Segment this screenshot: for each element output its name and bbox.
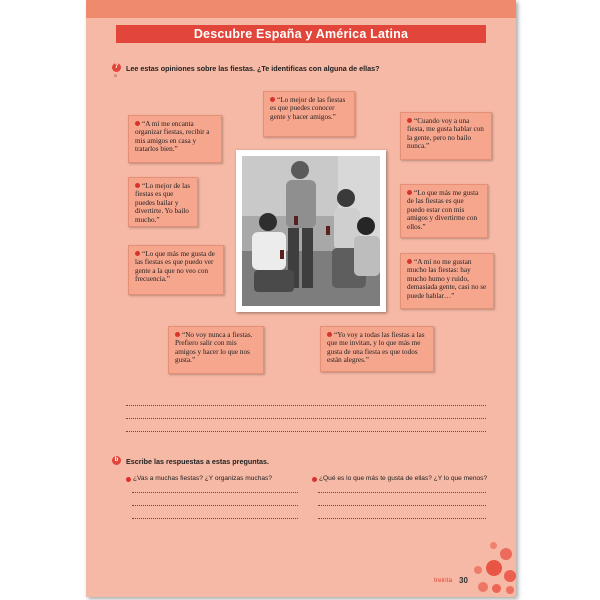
opinion-card [128,115,222,163]
opinion-card [128,245,224,295]
bullet-icon [407,190,412,195]
exercise-sub-marker-b: b [112,456,121,465]
opinion-text: “A mí no me gustan mucho las fiestas: hay mucho humo y ruido, demasiada gente, casi no se puede hablar…” [407,258,487,300]
answer-line[interactable] [318,518,486,519]
opinion-card [400,112,492,160]
bullet-icon [270,97,275,102]
answer-line[interactable] [126,418,486,419]
opinion-card [168,326,264,374]
party-photo-frame [236,150,386,312]
answer-line[interactable] [318,505,486,506]
people-at-party-illustration [242,156,380,306]
bullet-icon [407,118,412,123]
answer-line[interactable] [318,492,486,493]
bullet-icon [126,477,131,482]
bullet-icon [407,259,412,264]
opinion-card [128,177,198,227]
opinion-card [400,184,488,238]
answer-line[interactable] [132,505,298,506]
answer-line[interactable] [126,431,486,432]
bullet-icon [135,121,140,126]
answer-line[interactable] [132,492,298,493]
page-title: Descubre España y América Latina [116,25,486,43]
page-number: 30 [459,576,468,585]
instruction-b: Escribe las respuestas a estas preguntas. [126,457,270,466]
answer-line[interactable] [132,518,298,519]
opinion-text: “A mí me encanta organizar fiestas, recibir a mis amigos en casa y tratarlos bien.” [135,120,210,154]
bullet-icon [175,332,180,337]
exercise-number: 7 [112,63,121,72]
bullet-icon [327,332,332,337]
party-photo [242,156,380,306]
opinion-card [400,253,494,309]
opinion-text: “Lo mejor de las fiestas es que puedes bailar y divertirte. Yo bailo mucho.” [135,182,191,224]
bullet-icon [312,477,317,482]
question-2: ¿Qué es lo que más te gusta de ellas? ¿Y lo que menos? [319,475,488,482]
top-strip [86,0,516,18]
opinion-card [320,326,434,372]
exercise-sub-marker: a [114,73,117,79]
bullet-icon [135,251,140,256]
opinion-text: “Cuando voy a una fiesta, me gusta hablar con la gente, pero no bailo nunca.” [407,117,484,151]
answer-line[interactable] [126,405,486,406]
opinion-card [263,91,355,137]
opinion-text: “Lo que más me gusta de las fiestas es que puedo ver gente a la que no veo con frecuencia.” [135,250,215,284]
instruction-a: Lee estas opiniones sobre las fiestas. ¿Te identificas con alguna de ellas? [126,64,380,73]
page-number-word: treinta [434,577,453,584]
opinion-text: “Lo mejor de las fiestas es que puedes conocer gente y hacer amigos.” [270,96,346,121]
opinion-text: “Lo que más me gusta de las fiestas es que puedo estar con mis amigos y divertirme con ellos.” [407,189,479,231]
bullet-icon [135,183,140,188]
workbook-page [86,0,516,597]
question-1: ¿Vas a muchas fiestas? ¿Y organizas muchas? [133,475,273,482]
opinion-text: “Yo voy a todas las fiestas a las que me invitan, y lo que más me gusta de una fiesta es que todos están alegres.” [327,331,425,365]
opinion-text: “No voy nunca a fiestas. Prefiero salir con mis amigos y hacer lo que nos gusta.” [175,331,253,365]
